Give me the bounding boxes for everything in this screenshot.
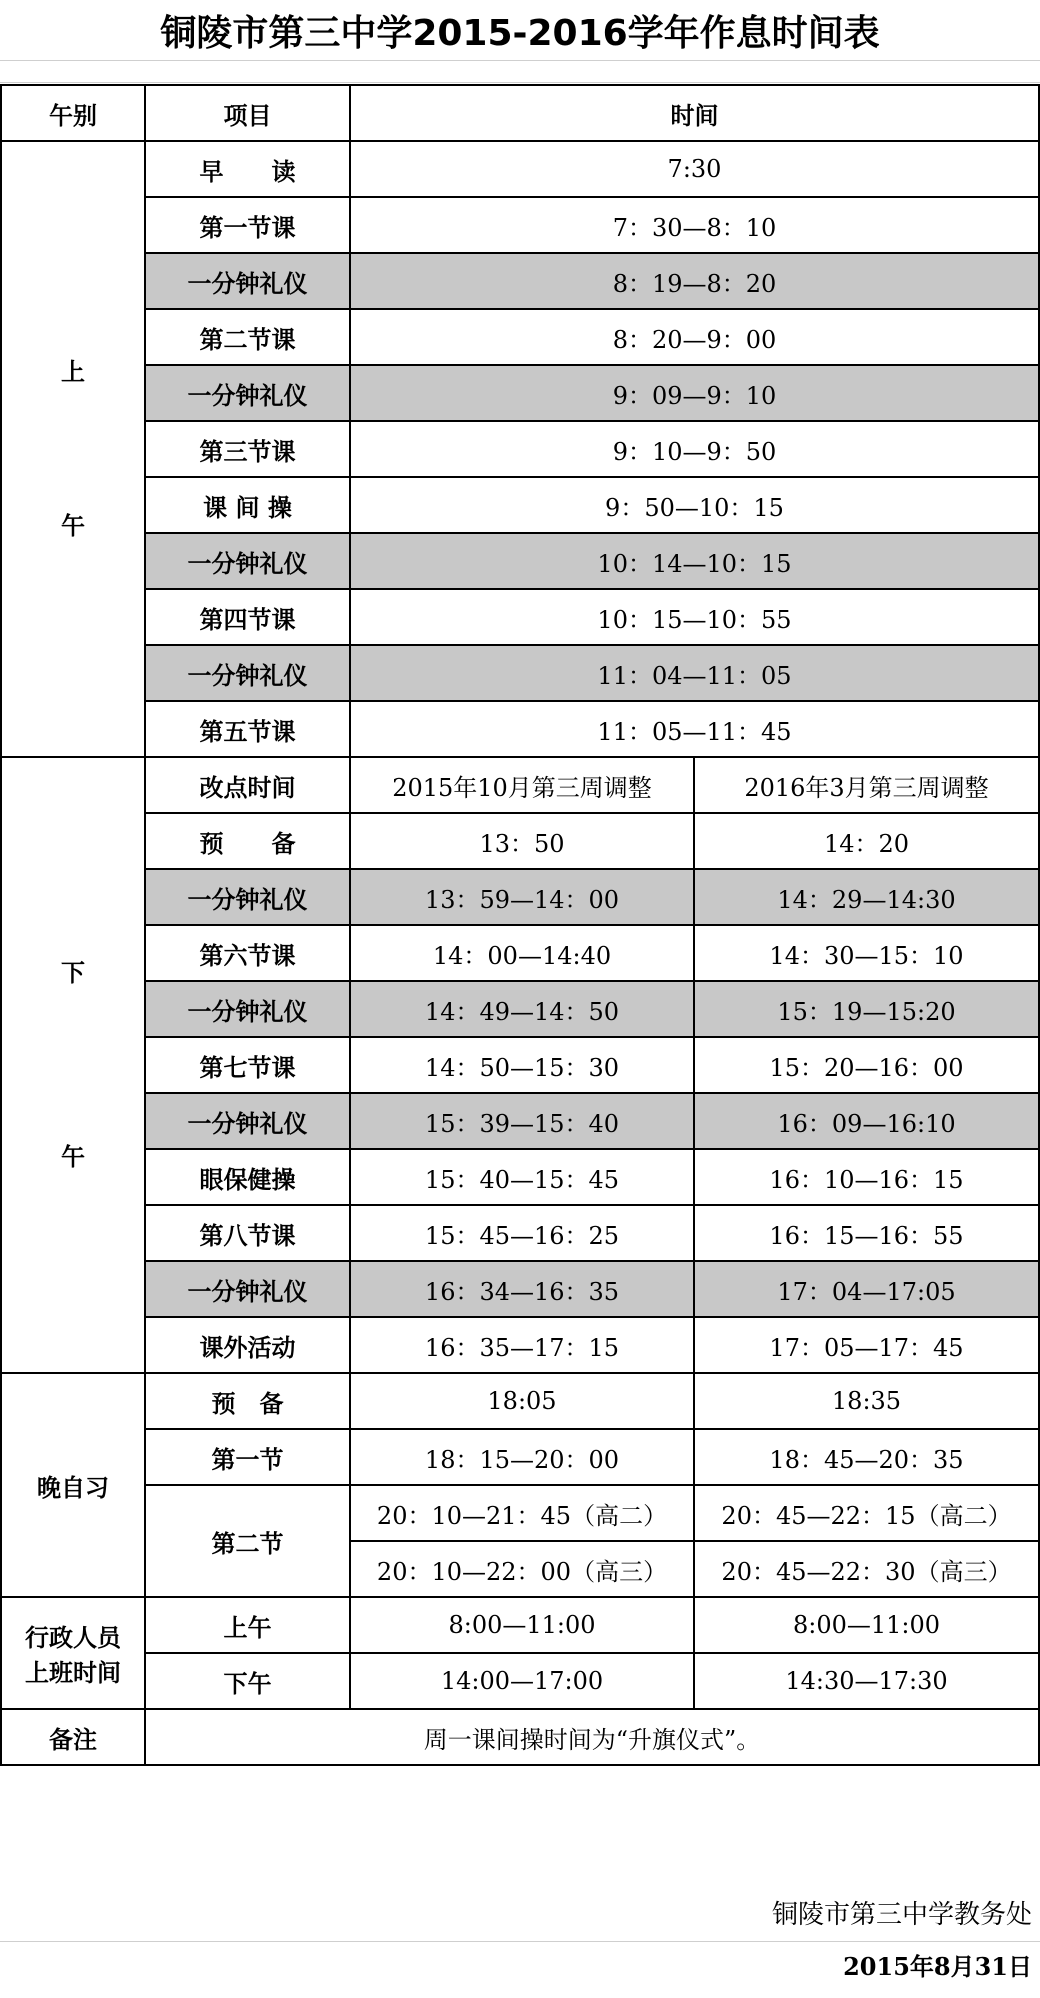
item-cell: 眼保健操 <box>145 1149 350 1205</box>
schedule-table <box>0 84 1040 1766</box>
time-cell: 14：00—14:40 <box>350 925 694 981</box>
table-row <box>1 1597 1039 1653</box>
table-row <box>1 1037 1039 1093</box>
time-cell: 14：50—15：30 <box>350 1037 694 1093</box>
time-cell: 17：04—17:05 <box>694 1261 1039 1317</box>
table-row <box>1 533 1039 589</box>
time-cell: 8：20—9：00 <box>350 309 1039 365</box>
note-text: 周一课间操时间为“升旗仪式”。 <box>145 1709 1039 1765</box>
table-row <box>1 589 1039 645</box>
time-cell: 7:30 <box>350 141 1039 197</box>
item-cell: 早 读 <box>145 141 350 197</box>
time-cell: 18:35 <box>694 1373 1039 1429</box>
table-row <box>1 309 1039 365</box>
note-section <box>1 1709 1039 1765</box>
item-cell: 一分钟礼仪 <box>145 365 350 421</box>
item-cell: 改点时间 <box>145 757 350 813</box>
time-cell: 10：15—10：55 <box>350 589 1039 645</box>
item-cell: 第五节课 <box>145 701 350 757</box>
table-row <box>1 813 1039 869</box>
time-cell: 2015年10月第三周调整 <box>350 757 694 813</box>
morning-section <box>1 141 1039 757</box>
divider <box>0 82 1040 83</box>
header-item: 项目 <box>145 85 350 141</box>
time-cell: 9：09—9：10 <box>350 365 1039 421</box>
page-title: 铜陵市第三中学2015-2016学年作息时间表 <box>0 0 1040 61</box>
time-cell: 8:00—11:00 <box>350 1597 694 1653</box>
table-row <box>1 757 1039 813</box>
time-cell: 20：45—22：30（高三） <box>694 1541 1039 1597</box>
item-cell: 预 备 <box>145 1373 350 1429</box>
time-cell: 15：39—15：40 <box>350 1093 694 1149</box>
header-time: 时间 <box>350 85 1039 141</box>
table-row <box>1 1261 1039 1317</box>
item-cell: 一分钟礼仪 <box>145 869 350 925</box>
table-row <box>1 869 1039 925</box>
admin-label <box>1 1597 145 1709</box>
time-cell: 2016年3月第三周调整 <box>694 757 1039 813</box>
table-row <box>1 253 1039 309</box>
time-cell: 15：19—15:20 <box>694 981 1039 1037</box>
time-cell: 14:30—17:30 <box>694 1653 1039 1709</box>
time-cell: 14:00—17:00 <box>350 1653 694 1709</box>
item-cell: 预 备 <box>145 813 350 869</box>
item-cell: 第七节课 <box>145 1037 350 1093</box>
note-label: 备注 <box>1 1709 145 1765</box>
time-cell: 9：10—9：50 <box>350 421 1039 477</box>
admin-label-line1: 行政人员 <box>25 1623 121 1652</box>
table-row <box>1 1093 1039 1149</box>
time-cell: 14：20 <box>694 813 1039 869</box>
time-cell: 13：50 <box>350 813 694 869</box>
time-cell: 20：10—21：45（高二） <box>350 1485 694 1541</box>
afternoon-label <box>1 757 145 1373</box>
item-cell: 第六节课 <box>145 925 350 981</box>
item-cell: 第八节课 <box>145 1205 350 1261</box>
time-cell: 16：15—16：55 <box>694 1205 1039 1261</box>
table-row <box>1 1653 1039 1709</box>
time-cell: 14：29—14:30 <box>694 869 1039 925</box>
time-cell: 14：49—14：50 <box>350 981 694 1037</box>
time-cell: 16：35—17：15 <box>350 1317 694 1373</box>
item-cell: 第二节 <box>145 1485 350 1597</box>
evening-label: 晚自习 <box>1 1373 145 1597</box>
item-cell: 第一节 <box>145 1429 350 1485</box>
afternoon-section <box>1 757 1039 1373</box>
table-row <box>1 421 1039 477</box>
morning-label <box>1 141 145 757</box>
item-cell: 第三节课 <box>145 421 350 477</box>
admin-label-line2: 上班时间 <box>25 1658 121 1687</box>
item-cell: 一分钟礼仪 <box>145 533 350 589</box>
time-cell: 11：04—11：05 <box>350 645 1039 701</box>
table-row <box>1 365 1039 421</box>
table-row <box>1 1205 1039 1261</box>
time-cell: 15：45—16：25 <box>350 1205 694 1261</box>
time-cell: 18:05 <box>350 1373 694 1429</box>
period-label-top: 上 <box>61 357 85 386</box>
table-header-row <box>1 85 1039 141</box>
item-cell: 一分钟礼仪 <box>145 253 350 309</box>
issue-date: 2015年8月31日 <box>843 1952 1032 1981</box>
item-cell: 课外活动 <box>145 1317 350 1373</box>
item-cell: 一分钟礼仪 <box>145 981 350 1037</box>
time-cell: 13：59—14：00 <box>350 869 694 925</box>
item-cell: 第二节课 <box>145 309 350 365</box>
item-cell: 上午 <box>145 1597 350 1653</box>
time-cell: 18：15—20：00 <box>350 1429 694 1485</box>
table-row <box>1 1709 1039 1765</box>
item-cell: 下午 <box>145 1653 350 1709</box>
time-cell: 14：30—15：10 <box>694 925 1039 981</box>
admin-section <box>1 1597 1039 1709</box>
item-cell: 第一节课 <box>145 197 350 253</box>
period-label-bottom: 午 <box>61 1142 85 1171</box>
table-row <box>1 701 1039 757</box>
time-cell: 11：05—11：45 <box>350 701 1039 757</box>
time-cell: 15：40—15：45 <box>350 1149 694 1205</box>
time-cell: 16：34—16：35 <box>350 1261 694 1317</box>
issuing-office: 铜陵市第三中学教务处 <box>0 1888 1040 1942</box>
time-cell: 20：10—22：00（高三） <box>350 1541 694 1597</box>
table-row <box>1 1485 1039 1541</box>
time-cell: 20：45—22：15（高二） <box>694 1485 1039 1541</box>
time-cell: 16：10—16：15 <box>694 1149 1039 1205</box>
evening-section <box>1 1373 1039 1597</box>
table-row <box>1 981 1039 1037</box>
item-cell: 一分钟礼仪 <box>145 1093 350 1149</box>
table-row <box>1 141 1039 197</box>
period-label-bottom: 午 <box>61 511 85 540</box>
time-cell: 10：14—10：15 <box>350 533 1039 589</box>
time-cell: 8:00—11:00 <box>694 1597 1039 1653</box>
header-period: 午别 <box>1 85 145 141</box>
time-cell: 16：09—16:10 <box>694 1093 1039 1149</box>
time-cell: 17：05—17：45 <box>694 1317 1039 1373</box>
time-cell: 9：50—10：15 <box>350 477 1039 533</box>
table-row <box>1 1149 1039 1205</box>
table-row <box>1 645 1039 701</box>
time-cell: 18：45—20：35 <box>694 1429 1039 1485</box>
item-cell: 一分钟礼仪 <box>145 1261 350 1317</box>
table-row <box>1 925 1039 981</box>
table-row <box>1 1317 1039 1373</box>
item-cell: 第四节课 <box>145 589 350 645</box>
table-row <box>1 197 1039 253</box>
item-cell: 课 间 操 <box>145 477 350 533</box>
table-row <box>1 1373 1039 1429</box>
table-row <box>1 1429 1039 1485</box>
item-cell: 一分钟礼仪 <box>145 645 350 701</box>
time-cell: 15：20—16：00 <box>694 1037 1039 1093</box>
table-row <box>1 477 1039 533</box>
time-cell: 7：30—8：10 <box>350 197 1039 253</box>
period-label-top: 下 <box>61 958 85 987</box>
time-cell: 8：19—8：20 <box>350 253 1039 309</box>
